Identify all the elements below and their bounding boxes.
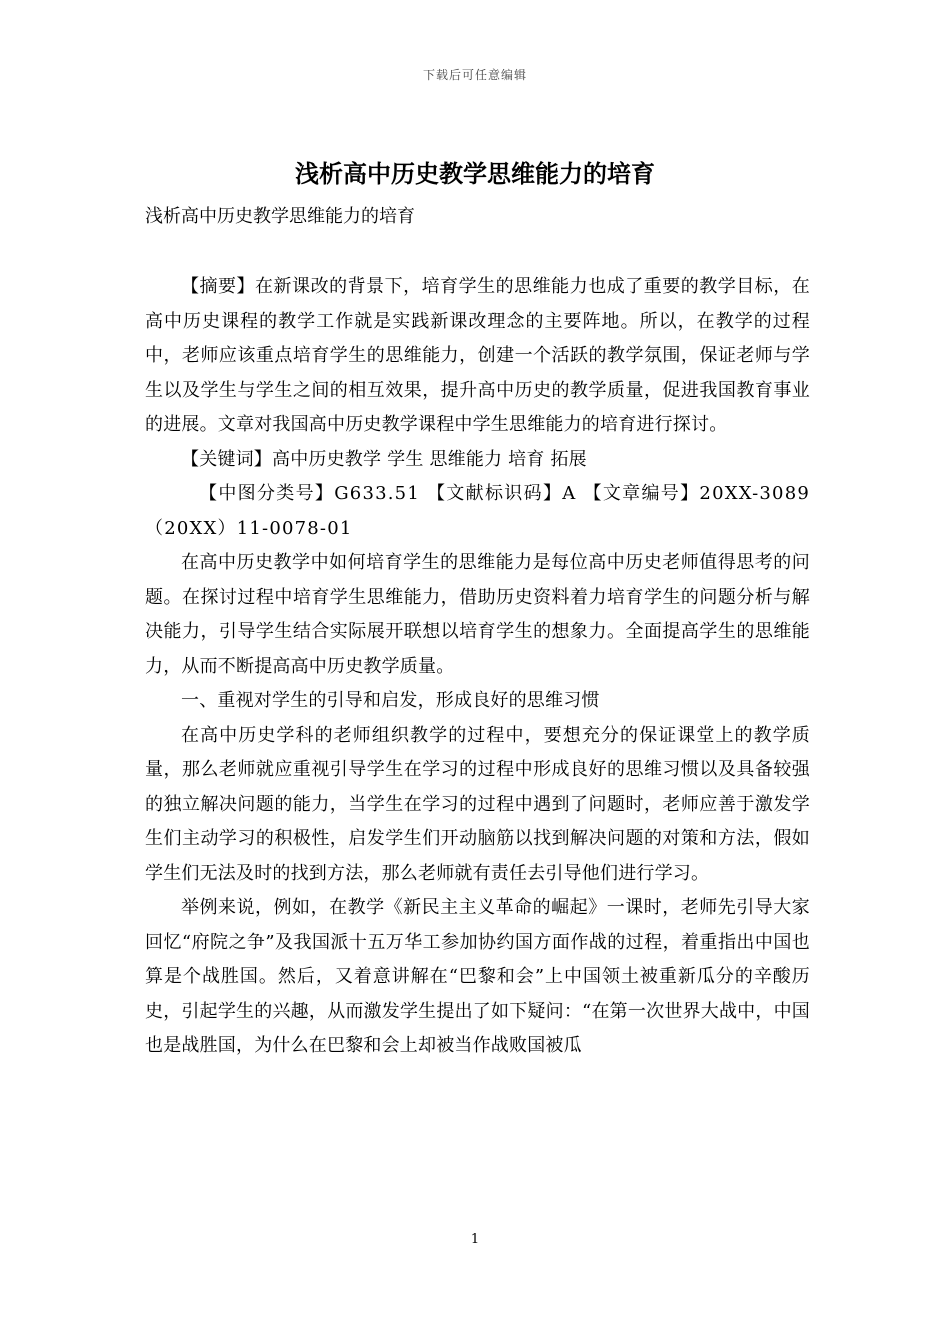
document-title: 浅析高中历史教学思维能力的培育 [295,160,655,188]
page-header-note: 下载后可任意编辑 [422,68,527,82]
document-subtitle: 浅析高中历史教学思维能力的培育 [145,206,415,227]
example-paragraph: 举例来说，例如，在教学《新民主主义革命的崛起》一课时，老师先引导大家回忆“府院之争”及我国派十五万华工参加协约国方面作战的过程，着重指出中国也算是个战胜国。然后，又着意讲解在“巴黎和会”上中国领土被重新瓜分的辛酸历史，引起学生的兴趣，从而激发学生提出了如下疑问：“在第一次世界大战中，中国也是战胜国，为什么在巴黎和会上却被当作战败国被瓜 [145,897,810,1056]
document-body [145,270,810,1064]
classification-paragraph: 【中图分类号】G633.51 【文献标识码】A 【文章编号】20XX-3089（20XX）11-0078-01 [145,483,810,539]
body-paragraph: 在高中历史学科的老师组织教学的过程中，要想充分的保证课堂上的教学质量，那么老师就应重视引导学生在学习的过程中形成良好的思维习惯以及具备较强的独立解决问题的能力，当学生在学习的过程中遇到了问题时，老师应善于激发学生们主动学习的积极性，启发学生们开动脑筋以找到解决问题的对策和方法，假如学生们无法及时的找到方法，那么老师就有责任去引导他们进行学习。 [145,724,810,884]
page-number: 1 [470,1232,480,1247]
abstract-paragraph: 【摘要】在新课改的背景下，培育学生的思维能力也成了重要的教学目标，在高中历史课程的教学工作就是实践新课改理念的主要阵地。所以，在教学的过程中，老师应该重点培育学生的思维能力，创建一个活跃的教学氛围，保证老师与学生以及学生与学生之间的相互效果，提升高中历史的教学质量，促进我国教育事业的进展。文章对我国高中历史教学课程中学生思维能力的培育进行探讨。 [145,276,810,435]
keywords-paragraph: 【关键词】高中历史教学 学生 思维能力 培育 拓展 [181,448,587,470]
section-heading: 一、重视对学生的引导和启发，形成良好的思维习惯 [181,690,600,711]
intro-paragraph: 在高中历史教学中如何培育学生的思维能力是每位高中历史老师值得思考的问题。在探讨过程中培育学生思维能力，借助历史资料着力培育学生的问题分析与解决能力，引导学生结合实际展开联想以培育学生的想象力。全面提高学生的思维能力，从而不断提高高中历史教学质量。 [145,552,810,677]
